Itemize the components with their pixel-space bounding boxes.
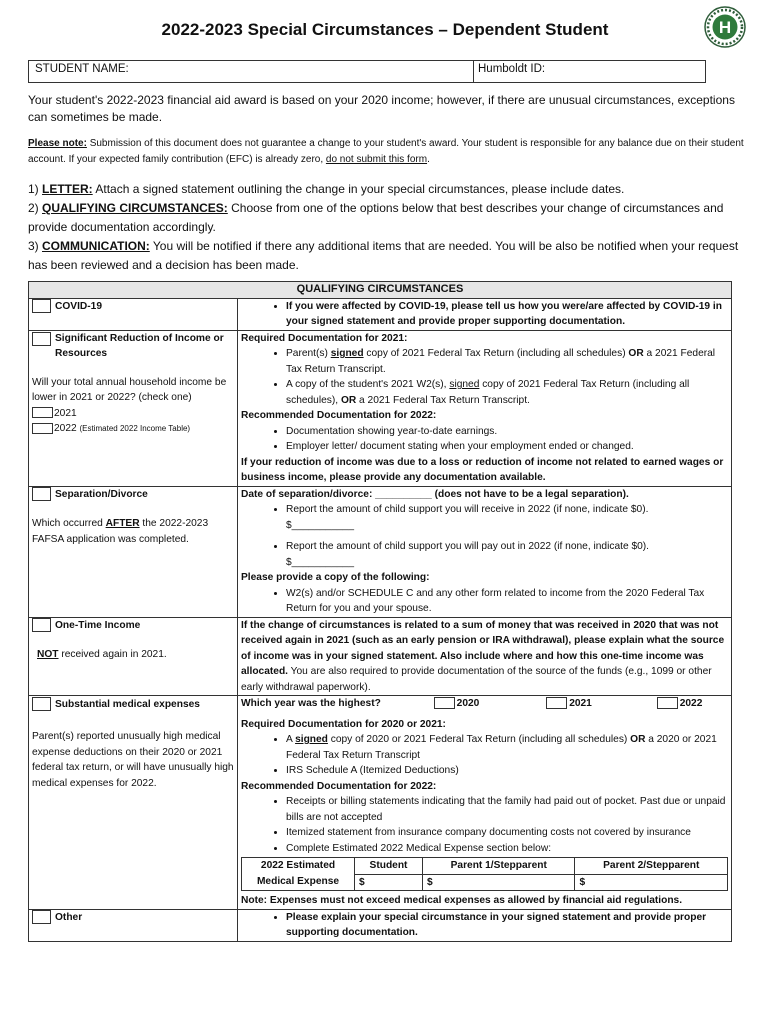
income-2022-checkbox[interactable] [32,423,53,434]
income-question: Will your total annual household income be lower in 2021 or 2022? (check one) [32,376,227,403]
onetime-text: If the change of circumstances is related to a sum of money that was received in 2020 that was not received again in 2021 (such as an early pension or IRA withdrawal), please explain what the source of income was in your signed statement. Also include where and how this one-time income was allocated. You are also required to provide documentation of the source of the funds (e.g., 1099 or other early withdrawal paperwork). [238,617,732,696]
covid-bullet: If you were affected by COVID-19, please tell us how you were/are affected by COVID-19 in your signed statement and provide proper supporting documentation. [286,300,722,327]
income-opt-2022: 2022 [54,423,77,434]
income-rec-2: • Employer letter/ document stating when your employment ended or changed. [286,439,728,455]
medical-year-question: Which year was the highest? 2020 2021 2022 [241,698,703,709]
medical-desc: Parent(s) reported unusually high medical expense deductions on their 2020 or 2021 federal tax return, or will have unusually high medical expenses for 2022. [32,731,234,789]
separation-receive: • Report the amount of child support you will receive in 2022 (if none, indicate $0). $___________ [286,502,728,533]
separation-date-line: Date of separation/divorce: __________ (does not have to be a legal separation). [241,488,629,500]
income-label: Significant Reduction of Income or Resources [55,332,224,359]
step-communication: 3) COMMUNICATION: You will be notified if there any additional items that are needed. You will be also be notified when your request has been reviewed and a decision has been made. [28,239,739,272]
separation-label: Separation/Divorce [55,488,148,500]
note-label: Please note: [28,138,87,149]
income-2021-checkbox[interactable] [32,407,53,418]
qualifying-circumstances-table [28,281,732,942]
medical-req-1: • A signed copy of 2020 or 2021 Federal Tax Return (including all schedules) OR a 2020 or 2021 Federal Tax Return Transcript [286,732,728,763]
onetime-checkbox[interactable] [32,618,51,632]
intro-text: Your student's 2022-2023 financial aid award is based on your 2020 income; however, if there are unusual circumstances, exceptions can sometimes be made. [28,93,735,124]
humboldt-id-field[interactable] [474,61,549,82]
separation-w2: • W2(s) and/or SCHEDULE C and any other form related to income from the 2020 Federal Tax Return for you and your spouse. [286,586,728,617]
covid-label: COVID-19 [55,300,102,312]
year-2021-checkbox[interactable] [546,697,567,709]
covid-checkbox[interactable] [32,299,51,313]
med-student-amount[interactable]: $ [355,874,423,891]
med-col-parent2: Parent 2/Stepparent [575,858,728,875]
note-text: Submission of this document does not guarantee a change to your student's award. Your student is responsible for any balance due on their student account. If your expected family contribution (EFC) is already zero, [28,138,744,165]
income-checkbox[interactable] [32,332,51,346]
income-rec-heading: Recommended Documentation for 2022: [241,410,437,421]
medical-rec-2: • Itemized statement from insurance company documenting costs not covered by insurance [286,825,728,841]
humboldt-id-label: Humboldt ID: [478,63,546,75]
row-other [29,909,732,941]
separation-desc: Which occurred AFTER the 2022-2023 FAFSA application was completed. [32,518,209,545]
medical-rec-heading: Recommended Documentation for 2022: [241,780,437,792]
other-bullet: Please explain your special circumstance in your signed statement and provide proper supporting documentation. [286,911,707,938]
row-medical [29,696,732,910]
humboldt-logo [704,6,746,48]
page-title: 2022-2023 Special Circumstances – Dependent Student [161,20,609,39]
income-req-2: • A copy of the student's 2021 W2(s), signed copy of 2021 Federal Tax Return (including all schedules), OR a 2021 Federal Tax Return Transcript. [286,377,728,408]
onetime-label: One-Time Income [55,619,141,631]
medical-label: Substantial medical expenses [55,699,200,710]
other-checkbox[interactable] [32,910,51,924]
separation-pay-blank: $___________ [286,556,354,568]
student-info-box [28,60,706,83]
other-label: Other [55,911,83,923]
year-2020-checkbox[interactable] [434,697,455,709]
svg-text:H: H [718,18,732,37]
medical-checkbox[interactable] [32,697,51,711]
medical-rec-1: • Receipts or billing statements indicating that the family had paid out of pocket. Past due or unpaid bills are not accepted [286,794,728,825]
medical-req-2: • IRS Schedule A (Itemized Deductions) [286,763,728,779]
steps-list [28,180,748,275]
student-name-label: STUDENT NAME: [35,63,129,75]
med-col-parent1: Parent 1/Stepparent [422,858,575,875]
note-paragraph [28,136,748,168]
row-separation [29,486,732,617]
row-covid [29,298,732,330]
onetime-desc: NOT received again in 2021. [37,649,167,660]
note-underlined: do not submit this form [325,154,428,165]
med-parent2-amount[interactable]: $ [575,874,728,891]
separation-pay: • Report the amount of child support you will pay out in 2022 (if none, indicate $0). $___________ [286,539,728,570]
medical-rec-3: • Complete Estimated 2022 Medical Expense section below: [286,841,728,857]
separation-checkbox[interactable] [32,487,51,501]
student-name-field[interactable] [29,61,474,82]
table-header: QUALIFYING CIRCUMSTANCES [29,282,732,299]
income-rec-1: • Documentation showing year-to-date earnings. [286,424,728,440]
row-one-time-income [29,617,732,696]
income-footer: If your reduction of income was due to a loss or reduction of income not related to earned wages or business income, please provide any documentation available. [241,456,724,483]
separation-copy-heading: Please provide a copy of the following: [241,572,430,583]
year-2022-checkbox[interactable] [657,697,678,709]
income-opt-2021: 2021 [54,407,77,419]
income-req-1: • Parent(s) signed copy of 2021 Federal Tax Return (including all schedules) OR a 2021 Federal Tax Return Transcript. [286,346,728,377]
medical-expense-table [241,857,728,891]
separation-receive-blank: $___________ [286,519,354,531]
medical-note: Note: Expenses must not exceed medical expenses as allowed by financial aid regulations. [241,895,683,906]
med-col-student: Student [355,858,423,875]
income-opt-2022-note: (Estimated 2022 Income Table) [79,424,191,433]
step-letter: 1) LETTER: Attach a signed statement outlining the change in your special circumstances, please include dates. [28,182,625,196]
med-parent1-amount[interactable]: $ [422,874,575,891]
medical-req-heading: Required Documentation for 2020 or 2021: [241,718,446,730]
income-req-heading: Required Documentation for 2021: [241,332,408,344]
med-table-label: 2022 Estimated Medical Expense [242,858,355,891]
step-qualifying: 2) QUALIFYING CIRCUMSTANCES: Choose from one of the options below that best describes your change of circumstances and provide documentation accordingly. [28,201,724,234]
row-income-reduction [29,330,732,486]
note-end: . [427,154,430,165]
